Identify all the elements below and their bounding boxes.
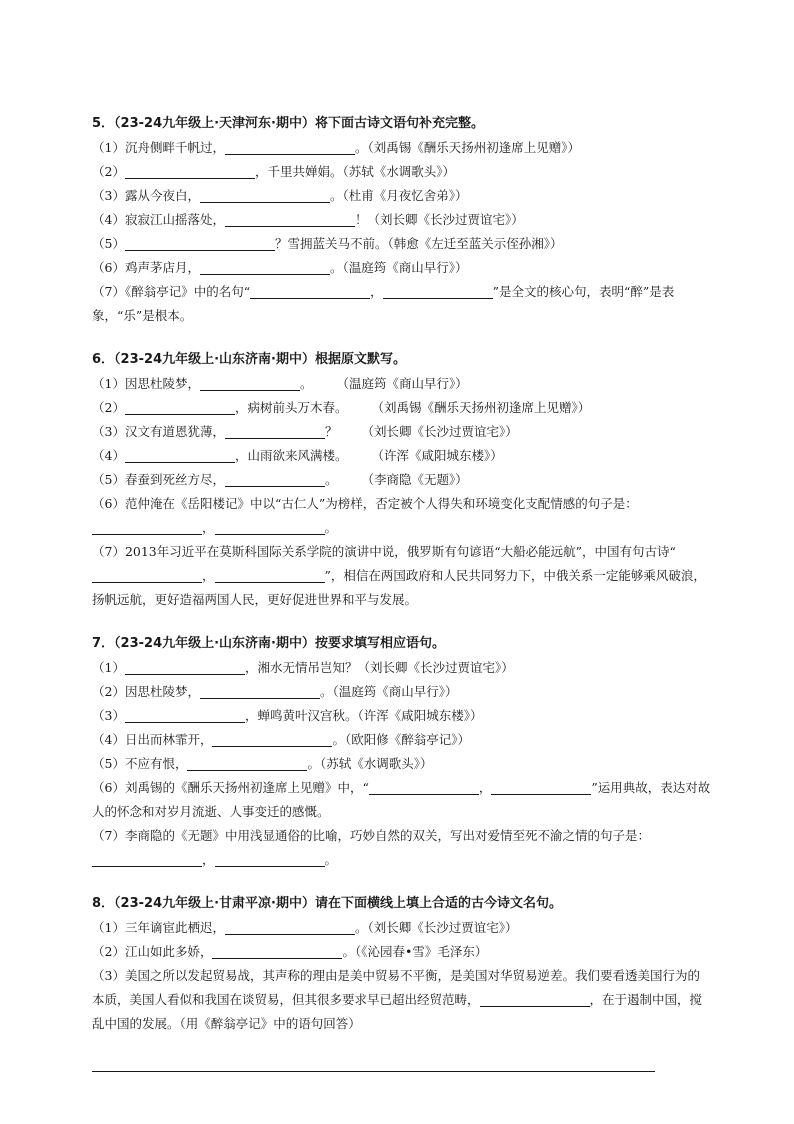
q6-item-5-punct: 。 (324, 472, 338, 487)
q6-item-2-text: （2） (92, 400, 125, 415)
blank[interactable] (200, 259, 330, 275)
q7-item-2-text: （2）因思杜陵梦， (92, 684, 200, 699)
blank[interactable] (491, 779, 591, 795)
answer-line[interactable] (92, 1071, 655, 1072)
blank[interactable] (480, 991, 590, 1007)
q7-item-7-text: （7）李商隐的《无题》中用浅显通俗的比喻，巧妙自然的双关，写出对爱情至死不渝之情的句子是： (92, 828, 650, 843)
blank[interactable] (92, 851, 202, 867)
q7-item-7-tail: 。 (324, 852, 338, 867)
question-6-title: 6．（23-24九年级上·山东济南·期中）根据原文默写。 (92, 352, 406, 367)
q7-item-2-source: 。（温庭筠《商山早行》） (319, 684, 458, 699)
q6-item-5-source: （李商隐《无题》） (361, 472, 468, 487)
q7-item-6-text: （6）刘禹锡的《酬乐天扬州初逢席上见赠》中，“ (92, 780, 369, 795)
q7-item-7-sep: ， (202, 852, 215, 867)
q5-item-6-text: （6）鸡声茅店月， (92, 260, 200, 275)
blank[interactable] (92, 567, 202, 583)
q6-item-6 (92, 492, 712, 540)
q7-item-5-text: （5）不应有恨， (92, 756, 188, 771)
q7-item-3-text: （3） (92, 708, 125, 723)
q5-item-3-source: 。（杜甫《月夜忆舍弟》） (329, 188, 468, 203)
blank[interactable] (215, 567, 325, 583)
q6-item-4-text: （4） (92, 448, 125, 463)
q6-item-4 (92, 444, 712, 468)
q5-item-7-tail: ”是全文的核心句，表明“醉”是表象，“乐”是根本。 (92, 284, 675, 323)
blank[interactable] (225, 211, 355, 227)
question-7-title: 7．（23-24九年级上·山东济南·期中）按要求填写相应语句。 (92, 636, 445, 651)
q5-item-2 (92, 160, 712, 184)
blank[interactable] (212, 943, 342, 959)
q5-item-2-text: （2） (92, 164, 125, 179)
blank[interactable] (369, 779, 479, 795)
question-5-title: 5．（23-24九年级上·天津河东·期中）将下面古诗文语句补充完整。 (92, 116, 484, 131)
q6-item-3 (92, 420, 712, 444)
q6-item-3-punct: ？ (324, 424, 338, 439)
q7-item-3 (92, 704, 712, 728)
q6-item-7 (92, 540, 712, 612)
q5-item-4-text: （4）寂寂江山摇落处， (92, 212, 225, 227)
q8-item-1-source: 。（刘长卿《长沙过贾谊宅》） (354, 920, 518, 935)
blank[interactable] (125, 659, 245, 675)
question-6 (92, 348, 712, 612)
q6-item-5 (92, 468, 712, 492)
q6-item-7-sep: ， (202, 568, 215, 583)
q5-item-7-sep: ， (370, 284, 383, 299)
q7-item-1-source: ，湘水无情吊岂知？（刘长卿《长沙过贾谊宅》） (244, 660, 514, 675)
q6-item-3-source: （刘长卿《长沙过贾谊宅》） (361, 424, 518, 439)
q5-item-7 (92, 280, 712, 328)
q8-item-1-text: （1）三年谪宦此栖迟， (92, 920, 225, 935)
q8-item-1 (92, 916, 712, 940)
q6-item-6-sep: ， (202, 520, 215, 535)
q8-item-3 (92, 964, 712, 1036)
q5-item-7-text: （7）《醉翁亭记》中的名句“ (92, 284, 251, 299)
question-8-title: 8．（23-24九年级上·甘肃平凉·期中）请在下面横线上填上合适的古今诗文名句。 (92, 896, 562, 911)
blank[interactable] (125, 447, 235, 463)
q5-item-3 (92, 184, 712, 208)
blank[interactable] (215, 851, 325, 867)
q6-item-2 (92, 396, 712, 420)
blank[interactable] (225, 139, 355, 155)
q5-item-1-source: 。（刘禹锡《酬乐天扬州初逢席上见赠》） (354, 140, 580, 155)
q6-item-7-text: （7）2013年习近平在莫斯科国际关系学院的演讲中说，俄罗斯有句谚语“大船必能远航”，中国有句古诗“ (92, 544, 676, 559)
q7-item-4 (92, 728, 712, 752)
q7-item-6-tail: ”运用典故，表达对故人的怀念和对岁月流逝、人事变迁的感慨。 (92, 780, 711, 819)
q6-item-1-text: （1）因思杜陵梦， (92, 376, 200, 391)
q6-item-6-text: （6）范仲淹在《岳阳楼记》中以“古仁人”为榜样，否定被个人得失和环境变化支配情感的句子是： (92, 496, 638, 511)
blank[interactable] (187, 755, 307, 771)
blank[interactable] (200, 375, 300, 391)
q5-item-1-text: （1）沉舟侧畔千帆过， (92, 140, 225, 155)
blank[interactable] (200, 683, 320, 699)
q7-item-6-sep: ， (478, 780, 492, 795)
q7-item-2 (92, 680, 712, 704)
blank[interactable] (225, 471, 325, 487)
blank[interactable] (125, 163, 255, 179)
q5-item-6 (92, 256, 712, 280)
q7-item-4-source: 。（欧阳修《醉翁亭记》） (332, 732, 470, 747)
q6-item-1-punct: 。 (299, 376, 313, 391)
question-8 (92, 892, 712, 1036)
q6-item-1 (92, 372, 712, 396)
q5-item-5-source: ？雪拥蓝关马不前。（韩愈《左迁至蓝关示侄孙湘》） (274, 236, 563, 251)
q5-item-5 (92, 232, 712, 256)
q6-item-5-text: （5）春蚕到死丝方尽， (92, 472, 225, 487)
blank[interactable] (92, 519, 202, 535)
q6-item-6-tail: 。 (324, 520, 338, 535)
q7-item-1 (92, 656, 712, 680)
blank[interactable] (225, 423, 325, 439)
q8-item-3-tail: ，在于遏制中国，搅乱中国的发展。（用《醉翁亭记》中的语句回答） (92, 992, 703, 1031)
q8-item-2-source: 。（《沁园春•雪》毛泽东） (342, 944, 488, 959)
blank[interactable] (200, 187, 330, 203)
blank[interactable] (212, 731, 332, 747)
q7-item-5-source: 。（苏轼《水调歌头》） (307, 756, 433, 771)
question-7 (92, 632, 712, 872)
blank[interactable] (383, 283, 493, 299)
q6-item-4-punct: ，山雨欲来风满楼。 (234, 448, 348, 463)
q7-item-4-text: （4）日出而林霏开， (92, 732, 213, 747)
q5-item-2-source: ，千里共婵娟。（苏轼《水调歌头》） (254, 164, 455, 179)
worksheet (92, 112, 712, 1056)
blank[interactable] (215, 519, 325, 535)
q7-item-1-text: （1） (92, 660, 125, 675)
blank[interactable] (125, 235, 275, 251)
q6-item-2-source: （刘禹锡《酬乐天扬州初逢席上见赠》） (371, 400, 591, 415)
q8-item-2-text: （2）江山如此多娇， (92, 944, 213, 959)
q8-item-3-text: （3）美国之所以发起贸易战，其声称的理由是美中贸易不平衡，是美国对华贸易逆差。我们要看透美国行为的本质，美国人看似和我国在谈贸易，但其很多要求早已超出经贸范畴， (92, 968, 700, 1007)
q7-item-5 (92, 752, 712, 776)
blank[interactable] (250, 283, 370, 299)
blank[interactable] (125, 399, 235, 415)
q5-item-6-source: 。（温庭筠《商山早行》） (329, 260, 468, 275)
q6-item-7-tail: ”，相信在两国政府和人民共同努力下，中俄关系一定能够乘风破浪，扬帆远航，更好造福两国人民，更好促进世界和平与发展。 (92, 568, 706, 607)
question-5 (92, 112, 712, 328)
q8-item-2 (92, 940, 712, 964)
q6-item-4-source: （许浑《咸阳城东楼》） (371, 448, 503, 463)
blank[interactable] (125, 707, 245, 723)
q7-item-7 (92, 824, 712, 872)
q5-item-4 (92, 208, 712, 232)
q5-item-3-text: （3）露从今夜白， (92, 188, 200, 203)
blank[interactable] (225, 919, 355, 935)
q6-item-2-punct: ，病树前头万木春。 (234, 400, 348, 415)
q5-item-4-source: ！（刘长卿《长沙过贾谊宅》） (354, 212, 524, 227)
q6-item-3-text: （3）汉文有道恩犹薄， (92, 424, 225, 439)
q7-item-3-source: ，蝉鸣黄叶汉宫秋。（许浑《咸阳城东楼》） (244, 708, 483, 723)
q7-item-6 (92, 776, 712, 824)
q6-item-1-source: （温庭筠《商山早行》） (336, 376, 468, 391)
q5-item-5-text: （5） (92, 236, 125, 251)
q5-item-1 (92, 136, 712, 160)
